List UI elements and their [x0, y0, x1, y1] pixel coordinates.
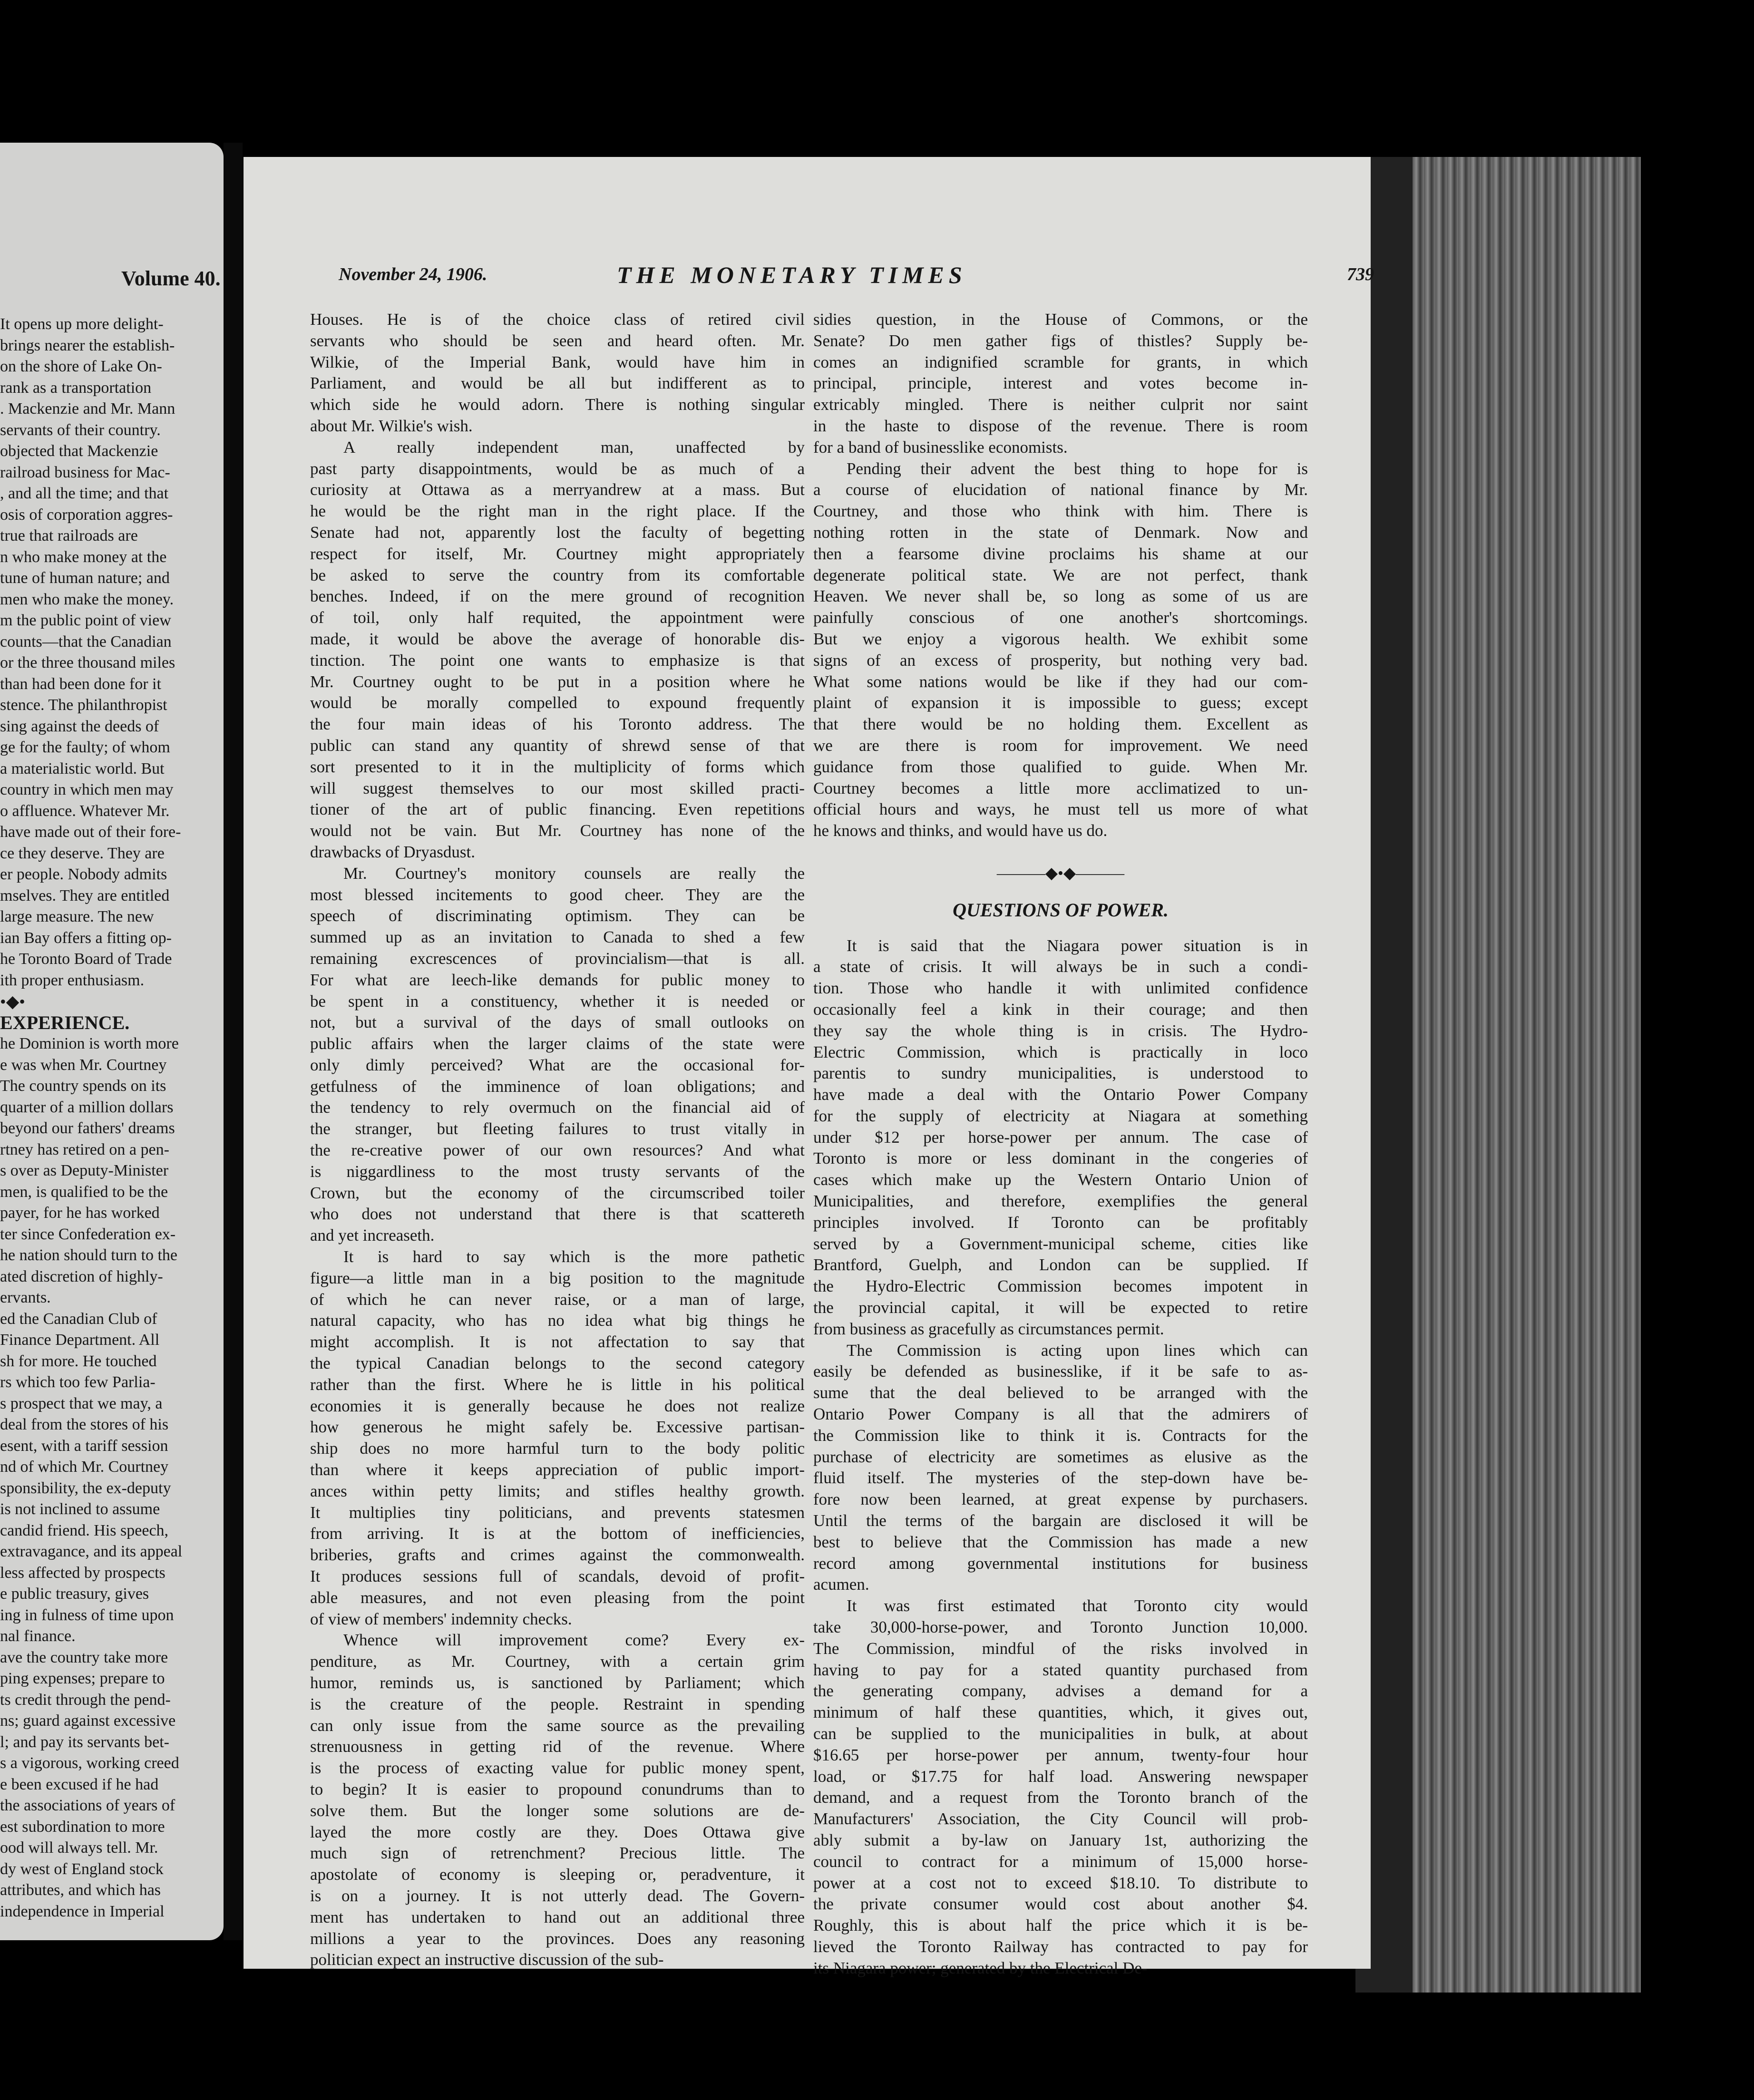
left-page-line: ed the Canadian Club of	[0, 1310, 157, 1328]
text-line: benches. Indeed, if on the mere ground of recognition	[310, 587, 805, 606]
left-page-line: er people. Nobody admits	[0, 865, 167, 883]
text-column-right	[813, 309, 1308, 1979]
text-line: millions a year to the provinces. Does any reasoning	[310, 1929, 805, 1948]
text-line: purchase of electricity are sometimes as elusive as the	[813, 1447, 1308, 1466]
left-page-line: ave the country take more	[0, 1648, 168, 1666]
text-line: economies it is generally because he does not realize	[310, 1396, 805, 1415]
text-line: humor, reminds us, is sanctioned by Parliament; which	[310, 1673, 805, 1692]
text-line: Heaven. We never shall be, so long as some of us are	[813, 587, 1308, 606]
text-line: that there would be no holding them. Excellent as	[813, 715, 1308, 734]
text-line: Municipalities, and therefore, exemplifies the general	[813, 1192, 1308, 1211]
text-line: not, but a survival of the days of small outlooks on	[310, 1013, 805, 1032]
text-line: Manufacturers' Association, the City Council will prob-	[813, 1809, 1308, 1828]
text-line: would not be vain. But Mr. Courtney has none of the	[310, 821, 805, 840]
text-line: power at a cost not to exceed $18.10. To distribute to	[813, 1873, 1308, 1892]
book-gutter	[224, 143, 243, 1940]
text-line: from arriving. It is at the bottom of inefficiencies,	[310, 1524, 805, 1543]
left-page-line: he nation should turn to the	[0, 1246, 178, 1264]
page-header	[339, 264, 1394, 297]
text-line: painfully conscious of one another's shortcomings.	[813, 608, 1308, 627]
left-page-line: than had been done for it	[0, 675, 161, 693]
text-line: of view of members' indemnity checks.	[310, 1609, 572, 1628]
text-line: remaining excrescences of provincialism—that is all.	[310, 949, 805, 968]
left-page-line: ping expenses; prepare to	[0, 1670, 165, 1687]
left-page-line: stence. The philanthropist	[0, 696, 167, 714]
left-page-line: o affluence. Whatever Mr.	[0, 802, 170, 820]
left-page-line: e been excused if he had	[0, 1775, 159, 1793]
left-page-line: rank as a transportation	[0, 379, 152, 397]
text-line: acumen.	[813, 1575, 869, 1594]
left-page-line: true that railroads are	[0, 527, 138, 544]
text-line: rather than the first. Where he is little in his political	[310, 1375, 805, 1394]
left-page-line: counts—that the Canadian	[0, 632, 172, 651]
header-date: November 24, 1906.	[339, 264, 487, 284]
column-right-section-body	[813, 935, 1308, 1979]
text-line: for the supply of electricity at Niagara at something	[813, 1106, 1308, 1125]
text-line: Mr. Courtney ought to be put in a position where he	[310, 672, 805, 691]
text-line: Until the terms of the bargain are disclosed it will be	[813, 1511, 1308, 1530]
text-line: It is said that the Niagara power situation is in	[847, 936, 1308, 955]
left-page-line: ated discretion of highly-	[0, 1267, 163, 1285]
text-line: getfulness of the imminence of loan obligations; and	[310, 1077, 805, 1096]
text-line: can only issue from the same source as the prevailing	[310, 1716, 805, 1735]
text-line: be asked to serve the country from its comfortable	[310, 565, 805, 584]
text-line: might accomplish. It is not affectation to say that	[310, 1332, 805, 1351]
left-page-line: is not inclined to assume	[0, 1500, 160, 1518]
text-line: is niggardliness to the most trusty servants of the	[310, 1162, 805, 1181]
left-page-line: quarter of a million dollars	[0, 1098, 174, 1116]
left-page-line: rtney has retired on a pen-	[0, 1140, 169, 1158]
text-line: Courtney, and those who think with him. There is	[813, 502, 1308, 521]
left-page-line: •◆•	[0, 992, 25, 1011]
left-page-line: servants of their country.	[0, 421, 161, 439]
text-line: figure—a little man in a big position to the magnitude	[310, 1268, 805, 1287]
section-title: QUESTIONS OF POWER.	[953, 899, 1169, 921]
text-line: tion. Those who handle it with unlimited confidence	[813, 979, 1308, 998]
left-page-line: nd of which Mr. Courtney	[0, 1458, 169, 1476]
text-line: $16.65 per horse-power per annum, twenty-four hour	[813, 1745, 1308, 1764]
text-line: The Commission is acting upon lines which can	[847, 1341, 1308, 1360]
left-page-line: deal from the stores of his	[0, 1416, 169, 1433]
text-line: is on a journey. It is not utterly dead. The Govern-	[310, 1886, 805, 1905]
text-line: Houses. He is of the choice class of retired civil	[310, 310, 805, 329]
left-page-line: payer, for he has worked	[0, 1204, 160, 1222]
text-line: plaint of expansion it is impossible to guess; except	[813, 693, 1308, 712]
text-line: Crown, but the economy of the circumscribed toiler	[310, 1183, 805, 1202]
text-line: sidies question, in the House of Commons, or the	[813, 310, 1308, 329]
text-line: council to contract for a minimum of 15,000 horse-	[813, 1852, 1308, 1871]
header-publication-title: THE MONETARY TIMES	[617, 262, 967, 288]
left-page-line: men, is qualified to be the	[0, 1183, 168, 1201]
left-page-line: ce they deserve. They are	[0, 844, 165, 862]
text-line: extricably mingled. There is neither culprit nor saint	[813, 395, 1308, 414]
text-line: parentis to sundry municipalities, is understood to	[813, 1064, 1308, 1083]
text-line: the provincial capital, it will be expected to retire	[813, 1298, 1308, 1317]
left-page-line: esent, with a tariff session	[0, 1437, 168, 1455]
text-line: Roughly, this is about half the price which it is be-	[813, 1916, 1308, 1935]
text-line: For what are leech-like demands for public money to	[310, 970, 805, 989]
text-line: summed up as an invitation to Canada to shed a few	[310, 928, 805, 947]
text-line: It produces sessions full of scandals, devoid of profit-	[310, 1567, 805, 1586]
text-line: its Niagara power; generated by the Electrical De-	[813, 1958, 1148, 1977]
left-page-line: candid friend. His speech,	[0, 1521, 169, 1539]
text-line: how generous he might safely be. Excessive partisan-	[310, 1418, 805, 1437]
left-page-line: ts credit through the pend-	[0, 1691, 171, 1709]
left-page-line: ing in fulness of time upon	[0, 1606, 174, 1624]
text-line: fluid itself. The mysteries of the step-down have be-	[813, 1468, 1308, 1488]
left-page-line: , and all the time; and that	[0, 485, 169, 502]
text-line: load, or $17.75 for half load. Answering newspaper	[813, 1767, 1308, 1786]
text-line: politician expect an instructive discussion of the sub-	[310, 1950, 664, 1969]
text-line: Pending their advent the best thing to hope for is	[847, 459, 1308, 478]
left-page-line: extravagance, and its appeal	[0, 1543, 183, 1560]
text-line: made, it would be above the average of honorable dis-	[310, 629, 805, 648]
text-line: from business as gracefully as circumstances permit.	[813, 1319, 1164, 1338]
left-page-line: ge for the faulty; of whom	[0, 739, 170, 756]
text-line: Ontario Power Company is all that the admirers of	[813, 1405, 1308, 1424]
left-page-line: or the three thousand miles	[0, 654, 175, 671]
text-line: Senate? Do men gather figs of thistles? Supply be-	[813, 331, 1308, 350]
left-page-line: railroad business for Mac-	[0, 463, 170, 481]
text-line: What some nations would be like if they had our com-	[813, 672, 1308, 691]
text-line: principal, principle, interest and votes become in-	[813, 374, 1308, 393]
text-line: about Mr. Wilkie's wish.	[310, 416, 473, 435]
left-page-line: independence in Imperial	[0, 1902, 165, 1920]
text-line: Electric Commission, which is practically in loco	[813, 1042, 1308, 1061]
text-line: under $12 per horse-power per annum. The case of	[813, 1128, 1308, 1147]
left-page-line: It opens up more delight-	[0, 315, 164, 333]
text-line: is the creature of the people. Restraint in spending	[310, 1694, 805, 1713]
text-line: easily be defended as businesslike, if it be safe to as-	[813, 1362, 1308, 1381]
left-page-line: men who make the money.	[0, 590, 174, 608]
text-line: would be morally compelled to expound frequently	[310, 693, 805, 712]
text-line: guidance from those qualified to guide. When Mr.	[813, 757, 1308, 776]
left-page-line: e was when Mr. Courtney	[0, 1056, 167, 1074]
left-page-line: . Mackenzie and Mr. Mann	[0, 400, 175, 418]
text-line: solve them. But the longer some solutions are de-	[310, 1801, 805, 1820]
left-page-line: brings nearer the establish-	[0, 336, 175, 354]
text-line: then a fearsome divine proclaims his shame at our	[813, 544, 1308, 563]
left-page-line: s over as Deputy-Minister	[0, 1162, 169, 1179]
left-page-line: country in which men may	[0, 781, 174, 798]
left-page-line: nal finance.	[0, 1627, 76, 1645]
text-line: cases which make up the Western Ontario Union of	[813, 1170, 1308, 1189]
left-page-volume: Volume 40.	[121, 267, 221, 290]
text-line: sume that the deal believed to be arranged with the	[813, 1383, 1308, 1402]
text-line: public affairs when the larger claims of the state were	[310, 1034, 805, 1053]
text-line: degenerate political state. We are not perfect, thank	[813, 565, 1308, 584]
text-line: lieved the Toronto Railway has contracted to pay for	[813, 1937, 1308, 1956]
text-line: Whence will improvement come? Every ex-	[343, 1631, 805, 1650]
text-line: curiosity at Ottawa as a merryandrew at a mass. But	[310, 480, 805, 499]
left-page-line: rs which too few Parlia-	[0, 1373, 156, 1391]
left-page-line: n who make money at the	[0, 548, 167, 566]
text-line: which side he would adorn. There is nothing singular	[310, 395, 805, 414]
text-column-left	[310, 309, 805, 1971]
text-line: Courtney becomes a little more acclimatized to un-	[813, 778, 1308, 797]
left-page-line: m the public point of view	[0, 612, 171, 629]
left-page-line: EXPERIENCE.	[0, 1011, 130, 1033]
left-page-line: mselves. They are entitled	[0, 886, 170, 904]
text-line: tinction. The point one wants to emphasize is that	[310, 651, 805, 670]
text-line: having to pay for a stated quantity purchased from	[813, 1660, 1308, 1679]
left-page-line: on the shore of Lake On-	[0, 358, 162, 375]
text-line: the private consumer would cost about another $4.	[813, 1895, 1308, 1914]
text-line: Toronto is more or less dominant in the congeries of	[813, 1149, 1308, 1168]
left-page-line: ns; guard against excessive	[0, 1712, 176, 1730]
left-page-line: tune of human nature; and	[0, 569, 170, 587]
text-line: drawbacks of Dryasdust.	[310, 842, 475, 861]
column-right-continuation	[813, 309, 1308, 842]
left-page-line: sing against the deeds of	[0, 717, 159, 735]
left-page-line: ter since Confederation ex-	[0, 1225, 176, 1243]
text-line: the stranger, but fleeting failures to trust vitally in	[310, 1119, 805, 1138]
text-line: respect for itself, Mr. Courtney might appropriately	[310, 544, 805, 563]
text-line: to begin? It is easier to propound conundrums than to	[310, 1779, 805, 1799]
text-line: It multiplies tiny politicians, and prevents statesmen	[310, 1503, 805, 1522]
left-page-line: Finance Department. All	[0, 1331, 160, 1349]
text-line: who does not understand that there is that scattereth	[310, 1205, 805, 1224]
left-page-line: large measure. The new	[0, 908, 154, 925]
text-line: public can stand any quantity of shrewd sense of that	[310, 736, 805, 755]
left-page-line: less affected by prospects	[0, 1564, 166, 1582]
text-line: only dimly perceived? What are the occasional for-	[310, 1055, 805, 1074]
left-page-line: have made out of their fore-	[0, 823, 181, 841]
text-line: the four main ideas of his Toronto address. The	[310, 715, 805, 734]
text-line: and yet increaseth.	[310, 1226, 435, 1245]
left-page-line: ood will always tell. Mr.	[0, 1839, 158, 1857]
left-page-line: osis of corporation aggres-	[0, 506, 173, 524]
left-page-line: dy west of England stock	[0, 1860, 164, 1878]
header-page-number: 739	[1347, 264, 1374, 284]
left-page-line: ith proper enthusiasm.	[0, 971, 145, 989]
text-line: signs of an excess of prosperity, but nothing very bad.	[813, 651, 1308, 670]
left-page-line: ervants.	[0, 1289, 51, 1306]
text-line: ship does no more harmful turn to the body politic	[310, 1439, 805, 1458]
left-page-line: sponsibility, the ex-deputy	[0, 1479, 171, 1497]
text-line: can be supplied to the municipalities in bulk, at about	[813, 1724, 1308, 1743]
text-line: for a band of businesslike economists.	[813, 438, 1068, 457]
text-line: he knows and thinks, and would have us do.	[813, 821, 1108, 840]
text-line: most blessed incitements to good cheer. They are the	[310, 885, 805, 904]
text-line: nothing rotten in the state of Denmark. Now and	[813, 523, 1308, 542]
text-line: comes an indignified scramble for grants, in which	[813, 352, 1308, 371]
text-line: briberies, grafts and crimes against the commonwealth.	[310, 1546, 805, 1565]
text-line: apostolate of economy is sleeping or, peradventure, it	[310, 1865, 805, 1884]
text-line: is the process of exacting value for public money spent,	[310, 1759, 805, 1778]
text-line: The Commission, mindful of the risks involved in	[813, 1639, 1308, 1658]
text-line: served by a Government-municipal scheme, cities like	[813, 1234, 1308, 1253]
left-page-line: he Toronto Board of Trade	[0, 950, 172, 968]
text-line: Mr. Courtney's monitory counsels are really the	[343, 864, 805, 883]
text-line: in the haste to dispose of the revenue. There is room	[813, 416, 1308, 435]
left-page-line: sh for more. He touched	[0, 1352, 157, 1370]
text-line: demand, and a request from the Toronto branch of the	[813, 1788, 1308, 1807]
left-page-line: attributes, and which has	[0, 1881, 161, 1899]
text-line: a course of elucidation of national finance by Mr.	[813, 480, 1308, 499]
text-line: the Commission like to think it is. Contracts for the	[813, 1426, 1308, 1445]
text-line: But we enjoy a vigorous health. We exhibit some	[813, 629, 1308, 648]
text-line: Brantford, Guelph, and London can be supplied. If	[813, 1255, 1308, 1274]
text-line: past party disappointments, would be as much of a	[310, 459, 805, 478]
text-line: the re-creative power of our own resources? And what	[310, 1141, 805, 1160]
text-line: than where it keeps appreciation of public import-	[310, 1460, 805, 1479]
text-line: official hours and ways, he must tell us more of what	[813, 800, 1308, 819]
text-line: penditure, as Mr. Courtney, with a certain grim	[310, 1652, 805, 1671]
text-line: sort presented to it in the multiplicity of forms which	[310, 757, 805, 776]
left-page-line: e public treasury, gives	[0, 1585, 149, 1603]
left-page-line: ian Bay offers a fitting op-	[0, 929, 172, 947]
left-page-line: s a vigorous, working creed	[0, 1754, 179, 1772]
left-page-line: the associations of years of	[0, 1797, 175, 1814]
text-line: principles involved. If Toronto can be profitably	[813, 1213, 1308, 1232]
left-page-line: The country spends on its	[0, 1077, 166, 1095]
text-line: tioner of the art of public financing. Even repetitions	[310, 800, 805, 819]
text-line: the typical Canadian belongs to the second category	[310, 1354, 805, 1373]
text-line: take 30,000-horse-power, and Toronto Junction 10,000.	[813, 1618, 1308, 1637]
text-line: Wilkie, of the Imperial Bank, would have him in	[310, 352, 805, 371]
text-line: best to believe that the Commission has made a new	[813, 1532, 1308, 1551]
left-page-line: objected that Mackenzie	[0, 442, 158, 460]
text-line: natural capacity, who has no idea what big things he	[310, 1311, 805, 1330]
text-line: he would be the right man in the right place. If the	[310, 502, 805, 521]
text-line: It was first estimated that Toronto city would	[847, 1596, 1308, 1615]
text-line: It is hard to say which is the more pathetic	[343, 1247, 805, 1266]
left-page-line: he Dominion is worth more	[0, 1035, 179, 1052]
text-line: of toil, only half requited, the appointment were	[310, 608, 805, 627]
text-line: speech of discriminating optimism. They can be	[310, 906, 805, 925]
text-line: they say the whole thing is in crisis. The Hydro-	[813, 1021, 1308, 1040]
text-line: servants who should be seen and heard often. Mr.	[310, 331, 805, 350]
text-line: layed the more costly are they. Does Ottawa give	[310, 1822, 805, 1841]
left-page-text	[0, 314, 214, 1922]
text-line: minimum of half these quantities, which, it gives out,	[813, 1703, 1308, 1722]
section-ornament: ———◆•◆———	[996, 864, 1125, 882]
text-line: the Hydro-Electric Commission becomes impotent in	[813, 1277, 1308, 1296]
text-line: much sign of retrenchment? Precious little. The	[310, 1844, 805, 1863]
text-line: ably submit a by-law on January 1st, authorizing the	[813, 1830, 1308, 1849]
text-line: have made a deal with the Ontario Power Company	[813, 1085, 1308, 1104]
text-line: the generating company, advises a demand for a	[813, 1682, 1308, 1701]
main-page	[244, 157, 1374, 1977]
text-line: of which he can never raise, or a man of large,	[310, 1290, 805, 1309]
left-page-line: s prospect that we may, a	[0, 1394, 163, 1412]
text-line: the tendency to rely overmuch on the financial aid of	[310, 1098, 805, 1117]
text-line: record among governmental institutions for business	[813, 1554, 1308, 1573]
text-line: strenuousness in getting rid of the revenue. Where	[310, 1737, 805, 1756]
text-line: be spent in a constituency, whether it is needed or	[310, 992, 805, 1011]
text-line: Senate had not, apparently lost the faculty of begetting	[310, 523, 805, 542]
text-line: A really independent man, unaffected by	[343, 438, 805, 457]
left-page-line: est subordination to more	[0, 1818, 165, 1836]
text-line: able measures, and not even pleasing from the point	[310, 1588, 805, 1607]
text-line: will suggest themselves to our most skilled practi-	[310, 778, 805, 797]
text-line: ances within petty limits; and stifles healthy growth.	[310, 1481, 805, 1500]
text-line: a state of crisis. It will always be in such a condi-	[813, 957, 1308, 976]
text-line: Parliament, and would be all but indifferent as to	[310, 374, 805, 393]
left-page-line: l; and pay its servants bet-	[0, 1733, 169, 1751]
text-line: we are there is room for improvement. We need	[813, 736, 1308, 755]
text-line: ment has undertaken to hand out an additional three	[310, 1907, 805, 1926]
text-line: fore now been learned, at great expense by purchasers.	[813, 1490, 1308, 1509]
left-page-line: beyond our fathers' dreams	[0, 1119, 175, 1137]
text-line: occasionally feel a kink in their courage; and then	[813, 1000, 1308, 1019]
left-page-fragment	[0, 143, 224, 1940]
left-page-line: a materialistic world. But	[0, 759, 165, 778]
